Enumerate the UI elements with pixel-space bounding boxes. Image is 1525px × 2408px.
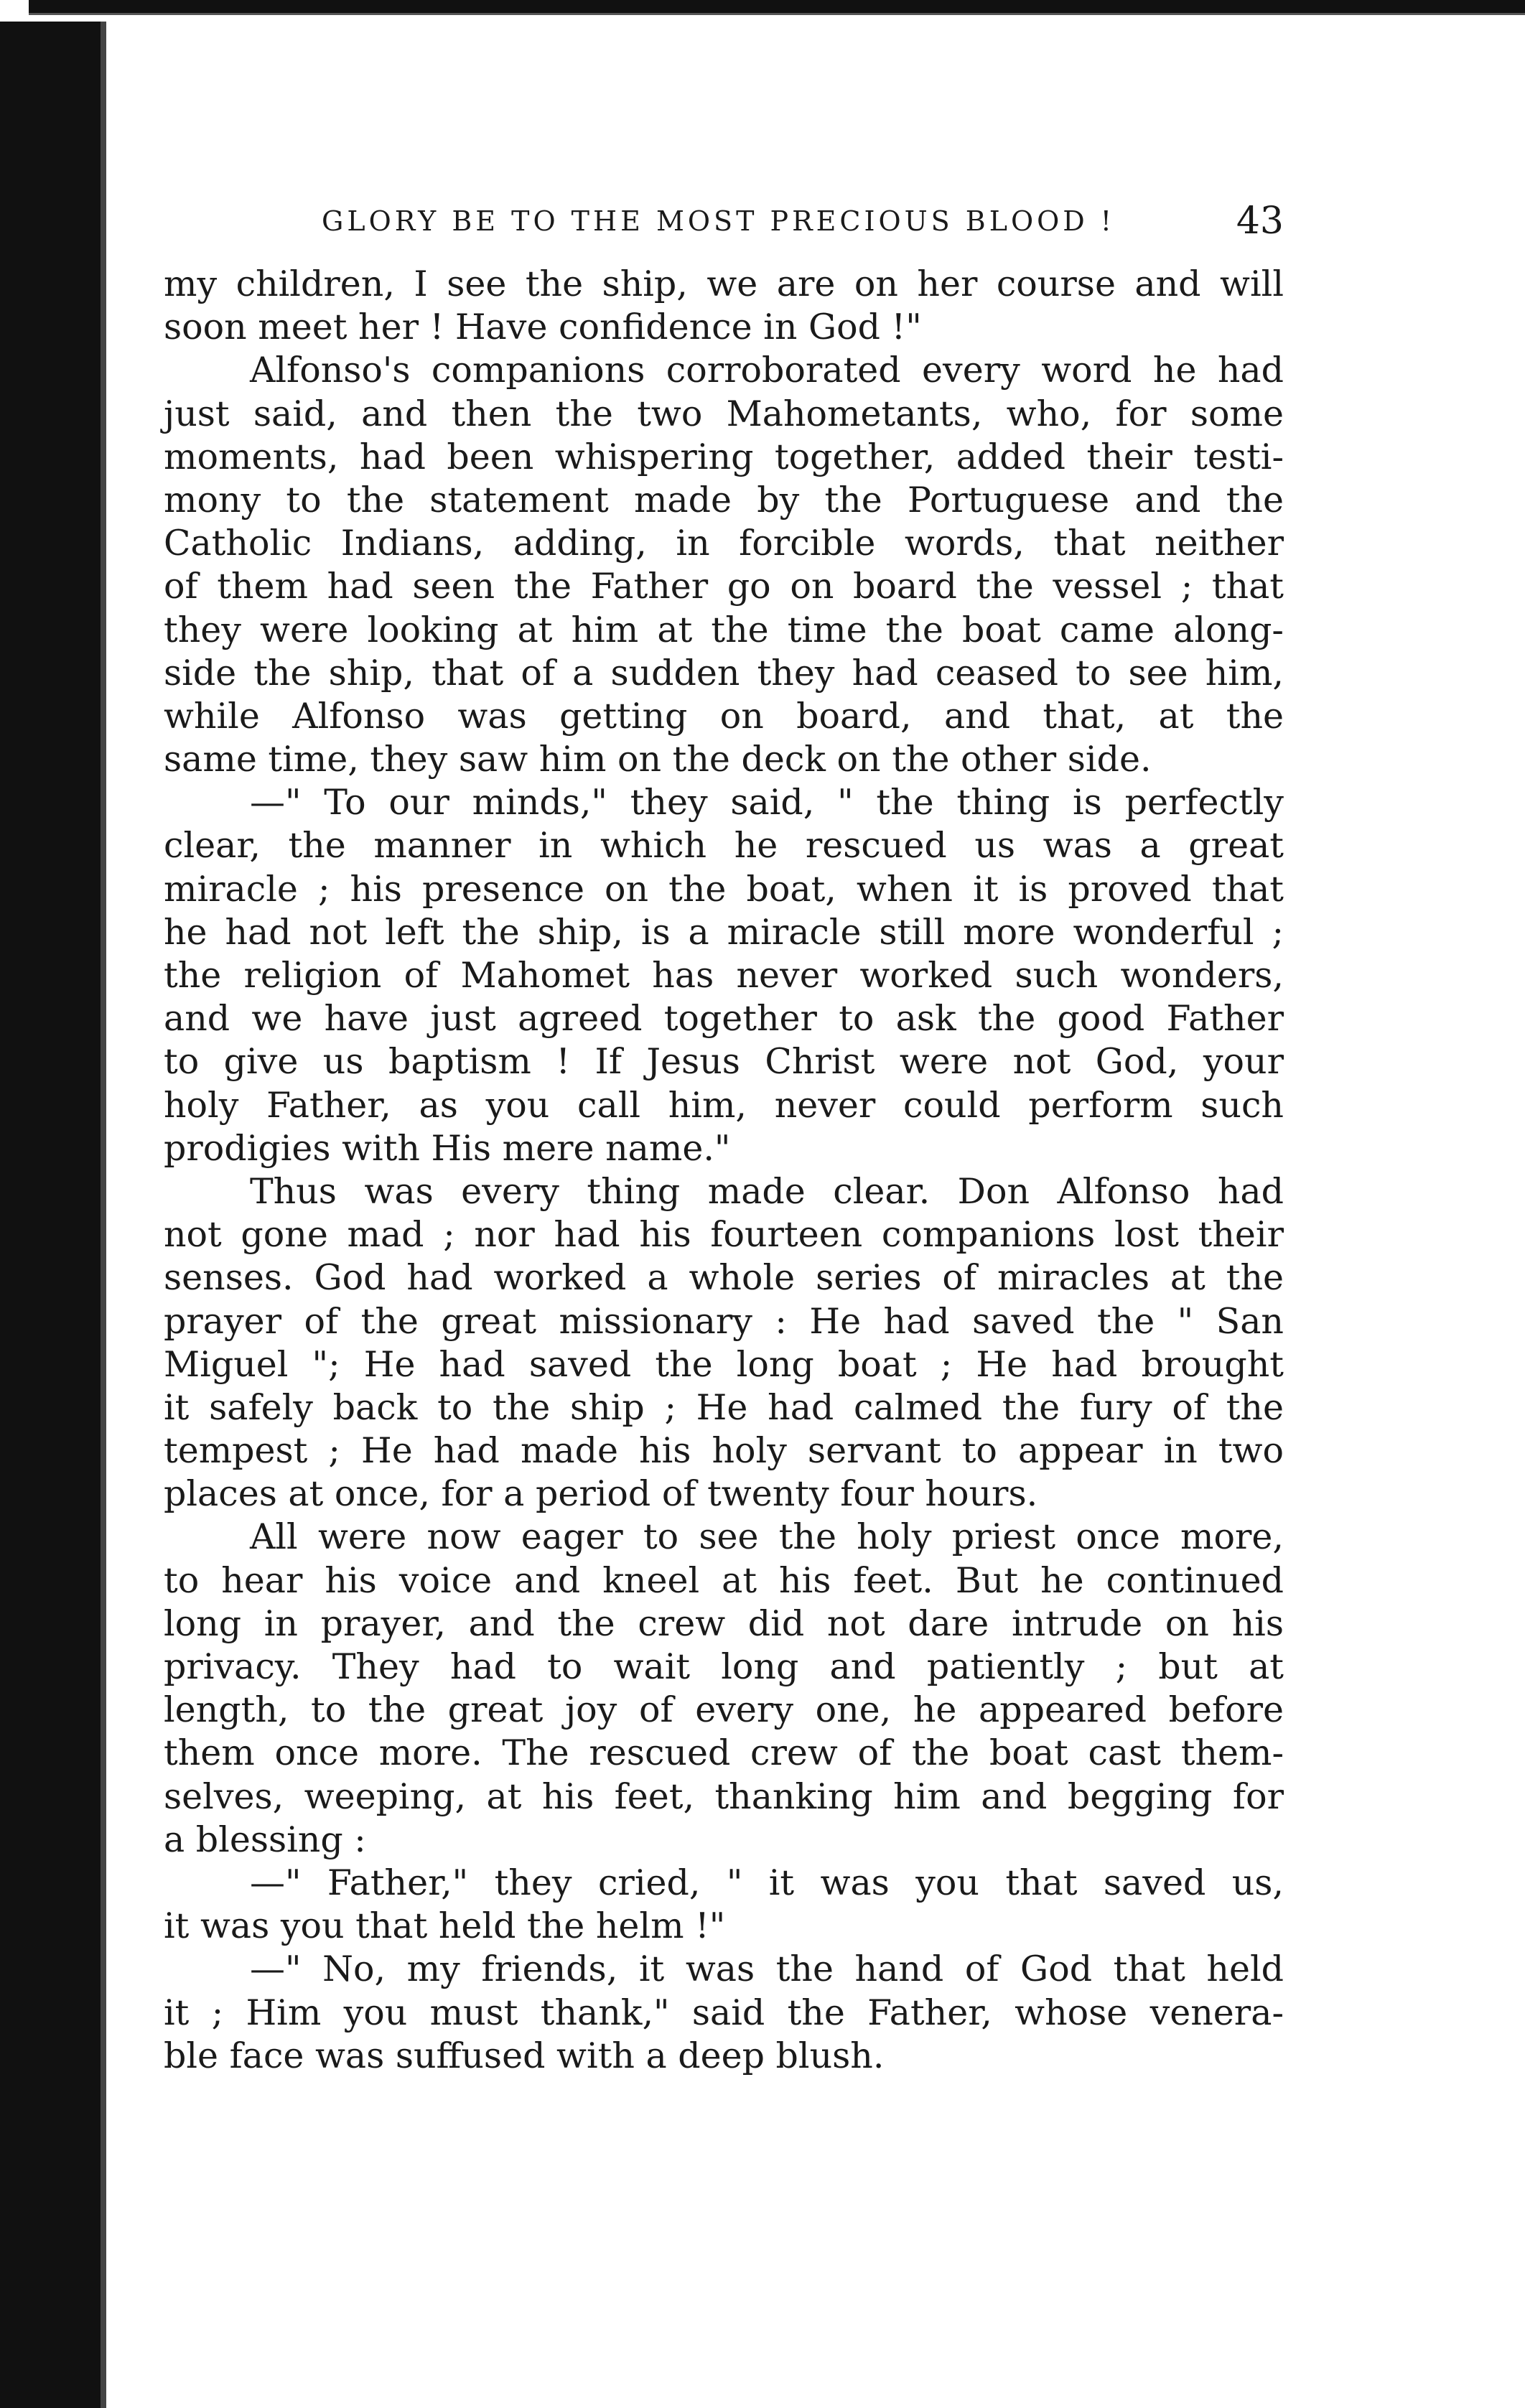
text-line: the religion of Mahomet has never worked such wonders, [164, 955, 1284, 996]
text-line: it was you that held the helm !" [164, 1905, 726, 1947]
text-line: long in prayer, and the crew did not dare intrude on his [164, 1602, 1284, 1644]
text-line: he had not left the ship, is a miracle still more wonderful ; [164, 911, 1284, 953]
text-line: my children, I see the ship, we are on her course and will [164, 263, 1284, 304]
text-line: miracle ; his presence on the boat, when it is proved that [164, 868, 1284, 910]
scan-gutter-edge [101, 22, 106, 2408]
book-page [164, 0, 1284, 2408]
text-line: and we have just agreed together to ask the good Father [164, 998, 1284, 1040]
text-line: All were now eager to see the holy priest once more, [250, 1516, 1284, 1558]
text-line: mony to the statement made by the Portuguese and the [164, 479, 1284, 521]
text-line: they were looking at him at the time the boat came along- [164, 609, 1284, 650]
text-line: while Alfonso was getting on board, and that, at the [164, 695, 1284, 737]
running-head [164, 192, 1284, 250]
text-line: a blessing : [164, 1819, 366, 1860]
text-line: places at once, for a period of twenty four hours. [164, 1473, 1038, 1515]
text-line: selves, weeping, at his feet, thanking him and begging for [164, 1775, 1284, 1817]
text-line: of them had seen the Father go on board the vessel ; that [164, 566, 1284, 607]
text-line: privacy. They had to wait long and patiently ; but at [164, 1646, 1284, 1687]
text-line: same time, they saw him on the deck on the other side. [164, 739, 1152, 780]
text-line: clear, the manner in which he rescued us was a great [164, 825, 1284, 867]
text-line: moments, had been whispering together, added their testi- [164, 436, 1284, 477]
text-line: prayer of the great missionary : He had saved the " San [164, 1300, 1284, 1342]
text-line: it safely back to the ship ; He had calmed the fury of the [164, 1386, 1284, 1428]
text-line: —" Father," they cried, " it was you that saved us, [250, 1862, 1284, 1903]
scan-gutter-shadow [0, 22, 101, 2408]
text-line: to hear his voice and kneel at his feet. But he continued [164, 1559, 1284, 1601]
text-line: side the ship, that of a sudden they had ceased to see him, [164, 652, 1284, 694]
text-line: Alfonso's companions corroborated every word he had [250, 350, 1284, 391]
text-line: Thus was every thing made clear. Don Alfonso had [250, 1170, 1284, 1212]
text-line: holy Father, as you call him, never could perform such [164, 1084, 1284, 1126]
text-line: just said, and then the two Mahometants, who, for some [164, 393, 1284, 434]
text-line: —" No, my friends, it was the hand of God that held [250, 1949, 1284, 1990]
text-line: not gone mad ; nor had his fourteen companions lost their [164, 1214, 1284, 1256]
text-line: prodigies with His mere name." [164, 1127, 731, 1169]
page-number: 43 [1236, 200, 1284, 243]
text-line: senses. God had worked a whole series of miracles at the [164, 1257, 1284, 1299]
text-line: soon meet her ! Have confidence in God !" [164, 307, 922, 348]
text-line: ble face was suffused with a deep blush. [164, 2035, 885, 2076]
text-line: them once more. The rescued crew of the boat cast them- [164, 1732, 1284, 1774]
body-text [164, 263, 1284, 2078]
text-line: it ; Him you must thank," said the Father, whose venera- [164, 1992, 1284, 2033]
text-line: Miguel "; He had saved the long boat ; He had brought [164, 1343, 1284, 1385]
text-line: Catholic Indians, adding, in forcible words, that neither [164, 523, 1284, 564]
text-line: —" To our minds," they said, " the thing is perfectly [250, 782, 1284, 823]
text-line: to give us baptism ! If Jesus Christ were not God, your [164, 1041, 1284, 1083]
text-line: tempest ; He had made his holy servant to appear in two [164, 1430, 1284, 1472]
running-title: GLORY BE TO THE MOST PRECIOUS BLOOD ! [322, 205, 1116, 237]
text-line: length, to the great joy of every one, he appeared before [164, 1689, 1284, 1731]
